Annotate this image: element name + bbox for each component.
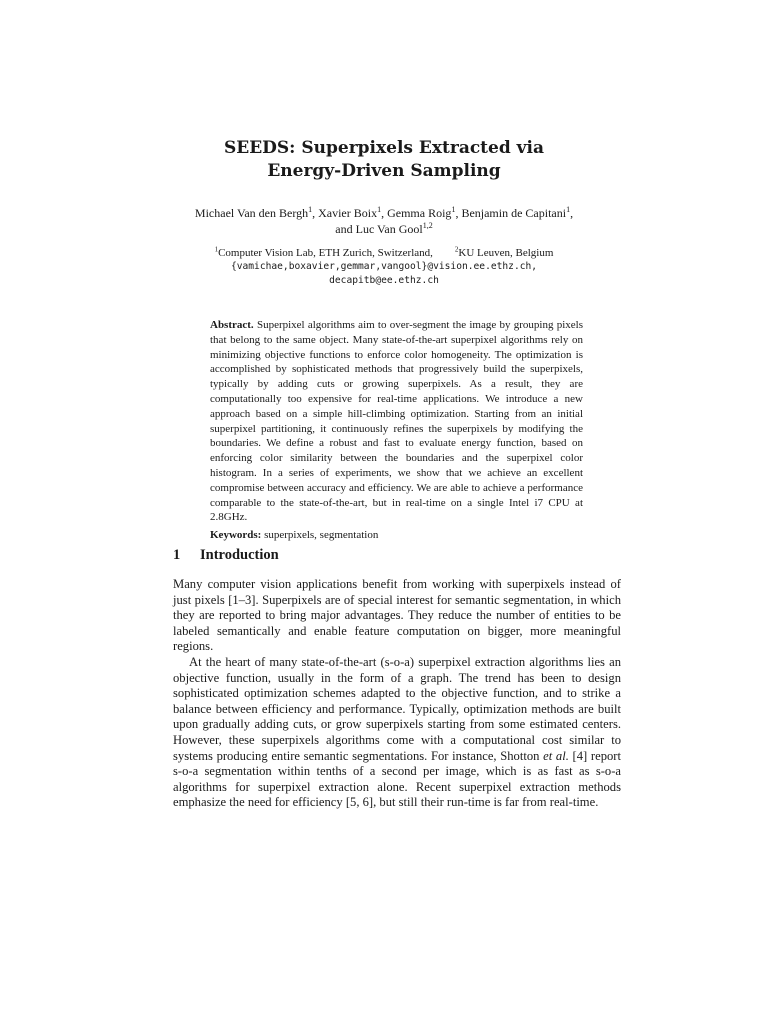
abstract [210,318,583,543]
author-name: Luc Van Gool [355,222,423,236]
section-title: Introduction [200,547,279,563]
abstract-body [210,318,583,525]
author-affiliation-mark: 1 [451,205,456,214]
affiliation-leuven: KU Leuven, Belgium [458,247,554,259]
affiliation-line [0,246,768,260]
author-affiliation-mark: 1 [377,205,382,214]
title-line-2: Energy-Driven Sampling [267,161,501,181]
author-line-1: Michael Van den Bergh$^1$, Xavier Boix$^1$, Gemma Roig$^1$, Benjamin de Capitani$^1$, [194,205,574,220]
citation-etal: et al. [543,748,569,763]
author-name: Xavier Boix [318,206,378,220]
abstract-text: Superpixel algorithms aim to over-segment the image by grouping pixels that belong to the same object. Many state-of-the-art superpixel algorithms rely on minimizing objective functions to enforce color homogeneity. The optimization is accomplished by sophisticated methods that progressively build the superpixels, typically by adding cuts or growing superpixels. As a result, they are computationally too expensive for real-time applications. We introduce a new approach based on a simple hill-climbing optimization. Starting from an initial superpixel partitioning, it continuously refines the superpixels by modifying the boundaries. We define a robust and fast to evaluate energy function, based on enforcing color similarity between the boundaries and the superpixel color histogram. In a series of experiments, we show that we achieve an excellent compromise between accuracy and efficiency. We are able to achieve a performance comparable to the state-of-the-art, but in real-time on a single Intel i7 CPU at 2.8GHz. [210,319,584,524]
author-affiliation-mark: 1 [566,205,571,214]
email-line-1: {vamichae,boxavier,gemmar,vangool}@vision.ee.ethz.ch, [230,261,538,272]
affiliation-mark: 2 [454,245,459,254]
abstract-label: Abstract. [210,319,254,331]
section-heading [173,547,279,564]
paragraph: Many computer vision applications benefit from working with superpixels instead of just pixels [1–3]. Superpixels are of special interest for semantic segmentation, in which they are reported to bring major advantages. They reduce the number of entities to be labeled semantically and enable feature computation on bigger, more meaningful regions. [173,577,621,654]
paragraph-text: At the heart of many state-of-the-art (s-o-a) superpixel extraction algorithms lies an objective function, usually in the form of a graph. The trend has been to design sophisticated optimization schemes adapted to the objective function, and to strike a balance between efficiency and performance. Typically, optimization methods are built upon gradually adding cuts, or grow superpixels starting from some estimated centers. However, these superpixels algorithms come with a computational cost similar to systems producing entire semantic segmentations. For instance, Shotton [173,654,621,763]
section-body [173,577,621,811]
author-name: Michael Van den Bergh [194,206,309,220]
affiliation-mark: 1 [214,245,219,254]
affiliations [0,246,768,288]
author-list [0,205,768,237]
keywords-label: Keywords: [210,529,262,542]
author-name: Benjamin de Capitani [461,206,567,220]
title-line-1: SEEDS: Superpixels Extracted via [223,138,545,158]
author-line-2 [0,221,768,237]
paper-title [0,137,768,183]
keywords [210,528,583,543]
author-affiliation-mark: 1 [308,205,313,214]
section-number: 1 [173,547,181,563]
affiliation-eth: Computer Vision Lab, ETH Zurich, Switzerland, [218,247,433,259]
author-name: Gemma Roig [387,206,452,220]
keywords-text: superpixels, segmentation [264,529,379,542]
paragraph [173,655,621,811]
author-affiliation-mark: 1,2 [422,221,433,230]
author-conjunction: and [335,222,353,236]
paragraph-text: [4] report s-o-a segmentation within tenths of a second per image, which is as fast as s-o-a algorithms for superpixel extraction alone. Recent superpixel extraction methods emphasize the need for efficiency [5, 6], but still their run-time is far from real-time. [173,748,621,810]
email-line-2: decapitb@ee.ethz.ch [329,275,439,286]
